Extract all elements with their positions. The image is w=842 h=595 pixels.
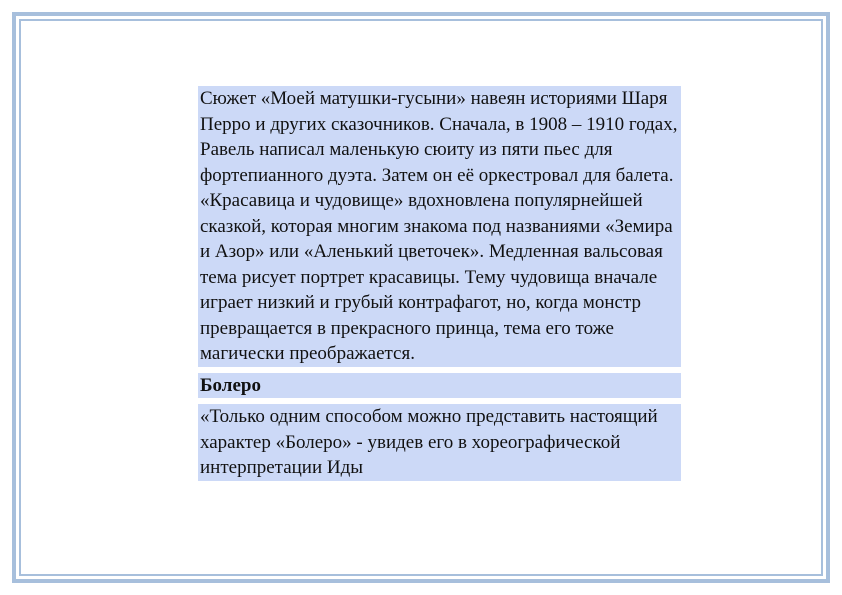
text-block [198,86,681,487]
paragraph-intro: Сюжет «Моей матушки-гусыни» навеян историями Шаря Перро и других сказочников. Сначала, в 1908 – 1910 годах, Равель написал маленькую сюиту из пяти пьес для фортепианного дуэта. Затем он её оркестровал для балета. «Красавица и чудовище» вдохновлена популярнейшей сказкой, которая многим знакома под названиями «Земира и Азор» или «Аленький цветочек». Медленная вальсовая тема рисует портрет красавицы. Тему чудовища вначале играет низкий и грубый контрафагот, но, когда монстр превращается в прекрасного принца, тема его тоже магически преображается. [198,86,681,367]
section-heading-bolero: Болеро [198,373,681,399]
paragraph-quote: «Только одним способом можно представить настоящий характер «Болеро» - увидев его в хореографической интерпретации Иды [198,404,681,481]
